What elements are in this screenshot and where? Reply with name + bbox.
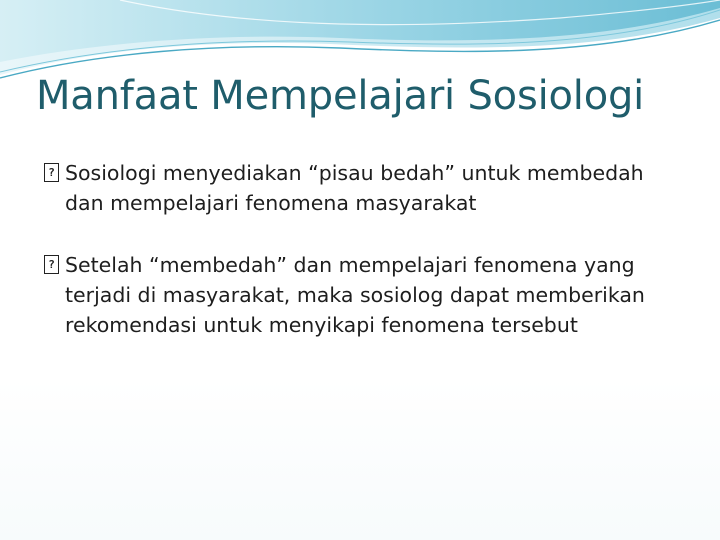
- bullet-text: Setelah “membedah” dan mempelajari fenomena yang terjadi di masyarakat, maka sosiolog dapat memberikan rekomendasi untuk menyikapi fenomena tersebut: [65, 253, 645, 337]
- bullet-item: [44, 158, 684, 218]
- bullet-text: Sosiologi menyediakan “pisau bedah” untuk membedah dan mempelajari fenomena masyarakat: [65, 161, 644, 215]
- bullet-list: [44, 158, 684, 372]
- slide-title: Manfaat Mempelajari Sosiologi: [36, 73, 645, 119]
- bullet-item: [44, 250, 684, 340]
- replacement-character-icon: [44, 255, 59, 274]
- replacement-character-icon: [44, 163, 59, 182]
